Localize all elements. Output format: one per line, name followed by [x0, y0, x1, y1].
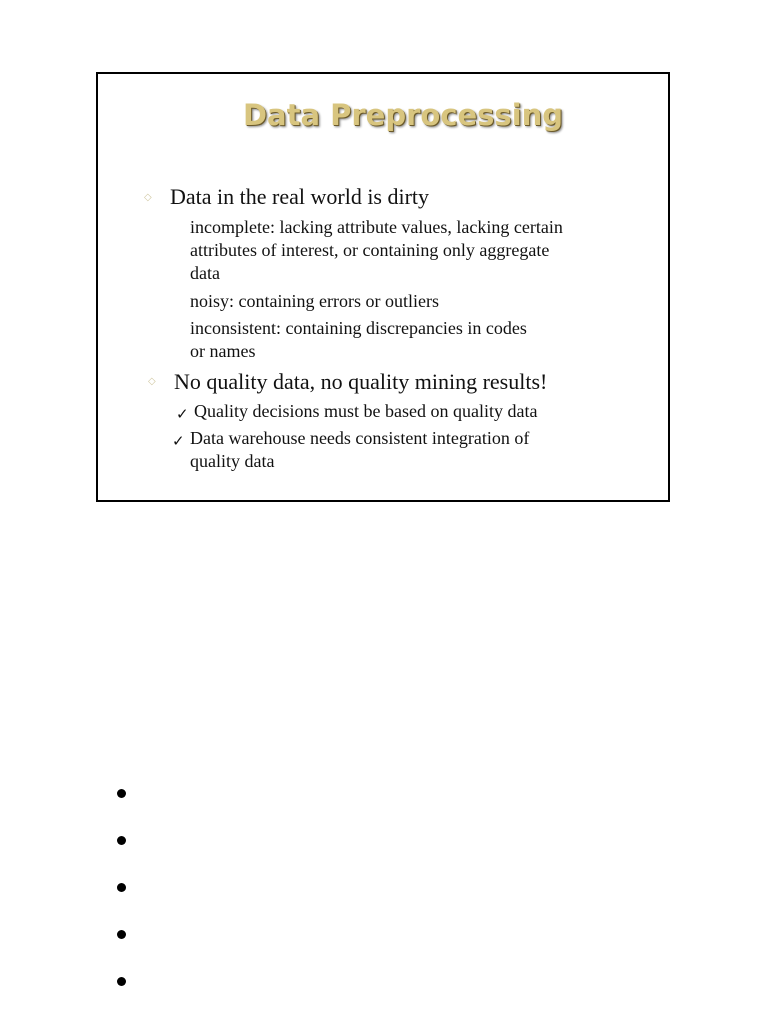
diamond-bullet-icon: ◇ — [144, 192, 152, 203]
sub-point-incomplete-line2: attributes of interest, or containing only aggregate — [190, 240, 550, 260]
checkmark-icon: ✓ — [176, 405, 189, 423]
slide-content — [98, 74, 668, 500]
notes-bullet-dot — [117, 883, 126, 892]
check-point-2-line1: Data warehouse needs consistent integration of — [190, 428, 530, 448]
notes-bullet-dot — [117, 836, 126, 845]
sub-point-noisy: noisy: containing errors or outliers — [190, 291, 439, 311]
checkmark-icon: ✓ — [172, 432, 185, 450]
sub-point-incomplete-line1: incomplete: lacking attribute values, lacking certain — [190, 217, 563, 237]
main-point-1: Data in the real world is dirty — [170, 184, 430, 209]
slide-frame — [96, 72, 670, 502]
slide-title: Data Preprocessing — [242, 98, 564, 132]
main-point-2: No quality data, no quality mining results! — [174, 369, 548, 394]
notes-bullet-dot — [117, 789, 126, 798]
check-point-2-line2: quality data — [190, 451, 275, 471]
check-point-1: Quality decisions must be based on quality data — [194, 401, 538, 421]
sub-point-inconsistent-line2: or names — [190, 341, 256, 361]
sub-point-incomplete-line3: data — [190, 263, 220, 283]
diamond-bullet-icon: ◇ — [148, 376, 156, 387]
notes-bullet-dot — [117, 977, 126, 986]
notes-bullet-dot — [117, 930, 126, 939]
sub-point-inconsistent-line1: inconsistent: containing discrepancies in codes — [190, 318, 527, 338]
